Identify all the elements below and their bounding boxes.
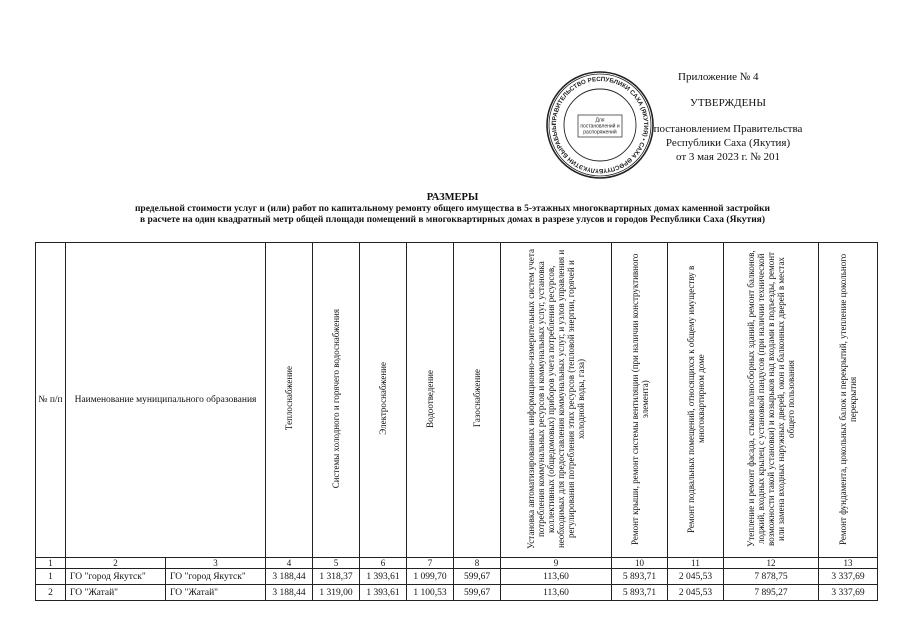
header-drainage-text: Водоотведение — [425, 369, 436, 428]
col-number: 12 — [724, 558, 819, 569]
header-electric — [360, 243, 407, 558]
header-name-text: Наименование муниципального образования — [74, 395, 257, 405]
header-num-text: № п/п — [38, 395, 63, 405]
table-row — [36, 569, 878, 585]
cell-drainage: 1 100,53 — [407, 585, 454, 601]
header-drainage — [407, 243, 454, 558]
cell-roof: 5 893,71 — [612, 585, 668, 601]
col-number: 13 — [819, 558, 878, 569]
header-water — [313, 243, 360, 558]
header-row — [36, 243, 878, 558]
header-meters-text: Установка автоматизированных информационно-измерительных систем учета потребления коммунальных ресурсов и коммунальных услуг, установка коллективных (общедомовых) приборов учета потребления ресурсов, необходимых для предоставления коммунальных услуг, и узлов управления и регулирования потребления этих ресурсов (тепловой энергии, горячей и холодной воды, газа) — [526, 248, 587, 549]
cell-facade: 7 878,75 — [724, 569, 819, 585]
col-number: 8 — [454, 558, 501, 569]
cell-municipality: ГО "город Якутск" — [66, 569, 166, 585]
svg-text:Для: Для — [595, 117, 605, 124]
header-foundation — [819, 243, 878, 558]
heading-line-1: предельной стоимости услуг и (или) работ по капитальному ремонту общего имущества в 5-этажных многоквартирных домах каменной застройки — [134, 203, 771, 214]
header-basement-text: Ремонт подвальных помещений, относящихся к общему имуществу в многоквартирном доме — [685, 264, 706, 533]
svg-text:распоряжений: распоряжений — [583, 129, 617, 136]
column-number-row — [36, 558, 878, 569]
cell-heating: 3 188,44 — [266, 569, 313, 585]
table-row — [36, 585, 878, 601]
col-number: 9 — [501, 558, 612, 569]
cell-foundation: 3 337,69 — [819, 585, 878, 601]
cell-meters: 113,60 — [501, 585, 612, 601]
col-number: 3 — [166, 558, 266, 569]
header-basement — [668, 243, 724, 558]
col-number: 4 — [266, 558, 313, 569]
header-electric-text: Электроснабжение — [378, 362, 389, 435]
cell-facade: 7 895,27 — [724, 585, 819, 601]
cell-water: 1 319,00 — [313, 585, 360, 601]
col-number: 7 — [407, 558, 454, 569]
col-number: 10 — [612, 558, 668, 569]
cell-meters: 113,60 — [501, 569, 612, 585]
cell-basement: 2 045,53 — [668, 585, 724, 601]
cell-foundation: 3 337,69 — [819, 569, 878, 585]
col-number: 1 — [36, 558, 66, 569]
header-facade-text: Утепление и ремонт фасада, стыков полносборных зданий, ремонт балконов, лоджий, входных крылец с установкой пандусов (при наличии технической возможности такой установки) и козырьков над входами в подъезды, ремонт или замена входных наружных дверей, окон и балконных дверей в местах общего пользования — [746, 250, 797, 547]
header-roof-text: Ремонт крыши, ремонт системы вентиляции (при наличии конструктивного элемента) — [629, 252, 650, 545]
cell-num: 1 — [36, 569, 66, 585]
approved-label: УТВЕРЖДЕНЫ — [690, 97, 766, 109]
seal-graphic — [545, 70, 655, 180]
col-number: 6 — [360, 558, 407, 569]
header-water-text: Системы холодного и горячего водоснабжения — [331, 308, 342, 489]
header-heating — [266, 243, 313, 558]
cost-table — [35, 242, 878, 601]
approval-line-1: постановлением Правительства — [653, 123, 803, 135]
appendix-label: Приложение № 4 — [678, 71, 759, 83]
official-seal — [545, 70, 655, 180]
cell-basement: 2 045,53 — [668, 569, 724, 585]
cell-municipality-2: ГО "Жатай" — [166, 585, 266, 601]
header-meters — [501, 243, 612, 558]
cell-num: 2 — [36, 585, 66, 601]
cell-heating: 3 188,44 — [266, 585, 313, 601]
header-heating-text: Теплоснабжение — [284, 366, 295, 431]
cell-electric: 1 393,61 — [360, 585, 407, 601]
header-facade — [724, 243, 819, 558]
cell-water: 1 318,37 — [313, 569, 360, 585]
document-heading — [0, 192, 905, 227]
header-name — [66, 243, 266, 558]
svg-text:ПРАВИТЕЛЬСТВО РЕСПУБЛИКИ САХА: ПРАВИТЕЛЬСТВО РЕСПУБЛИКИ САХА (ЯКУТИЯ) • САХА ӨРӨСПҮҮБҮЛҮКЭТИН БЫРАБЫЫ — [550, 75, 650, 175]
cell-electric: 1 393,61 — [360, 569, 407, 585]
header-gas — [454, 243, 501, 558]
cell-gas: 599,67 — [454, 569, 501, 585]
approval-line-2: Республики Саха (Якутия) — [665, 137, 791, 149]
cell-gas: 599,67 — [454, 585, 501, 601]
header-foundation-text: Ремонт фундамента, цокольных балок и перекрытий, утепление цокольного перекрытия — [838, 252, 859, 545]
cell-municipality: ГО "Жатай" — [66, 585, 166, 601]
header-gas-text: Газоснабжение — [472, 369, 483, 428]
col-number: 2 — [66, 558, 166, 569]
cell-drainage: 1 099,70 — [407, 569, 454, 585]
approval-line-3: от 3 мая 2023 г. № 201 — [675, 151, 780, 163]
heading-line-2: в расчете на один квадратный метр общей площади помещений в многоквартирных домах в разрезе улусов и городов Республики Саха (Якутия) — [140, 215, 765, 225]
col-number: 5 — [313, 558, 360, 569]
header-roof — [612, 243, 668, 558]
cell-roof: 5 893,71 — [612, 569, 668, 585]
col-number: 11 — [668, 558, 724, 569]
svg-text:постановлений и: постановлений и — [580, 123, 620, 130]
cell-municipality-2: ГО "город Якутск" — [166, 569, 266, 585]
approval-block — [628, 70, 828, 164]
document-title: РАЗМЕРЫ — [426, 192, 479, 203]
header-num — [36, 243, 66, 558]
